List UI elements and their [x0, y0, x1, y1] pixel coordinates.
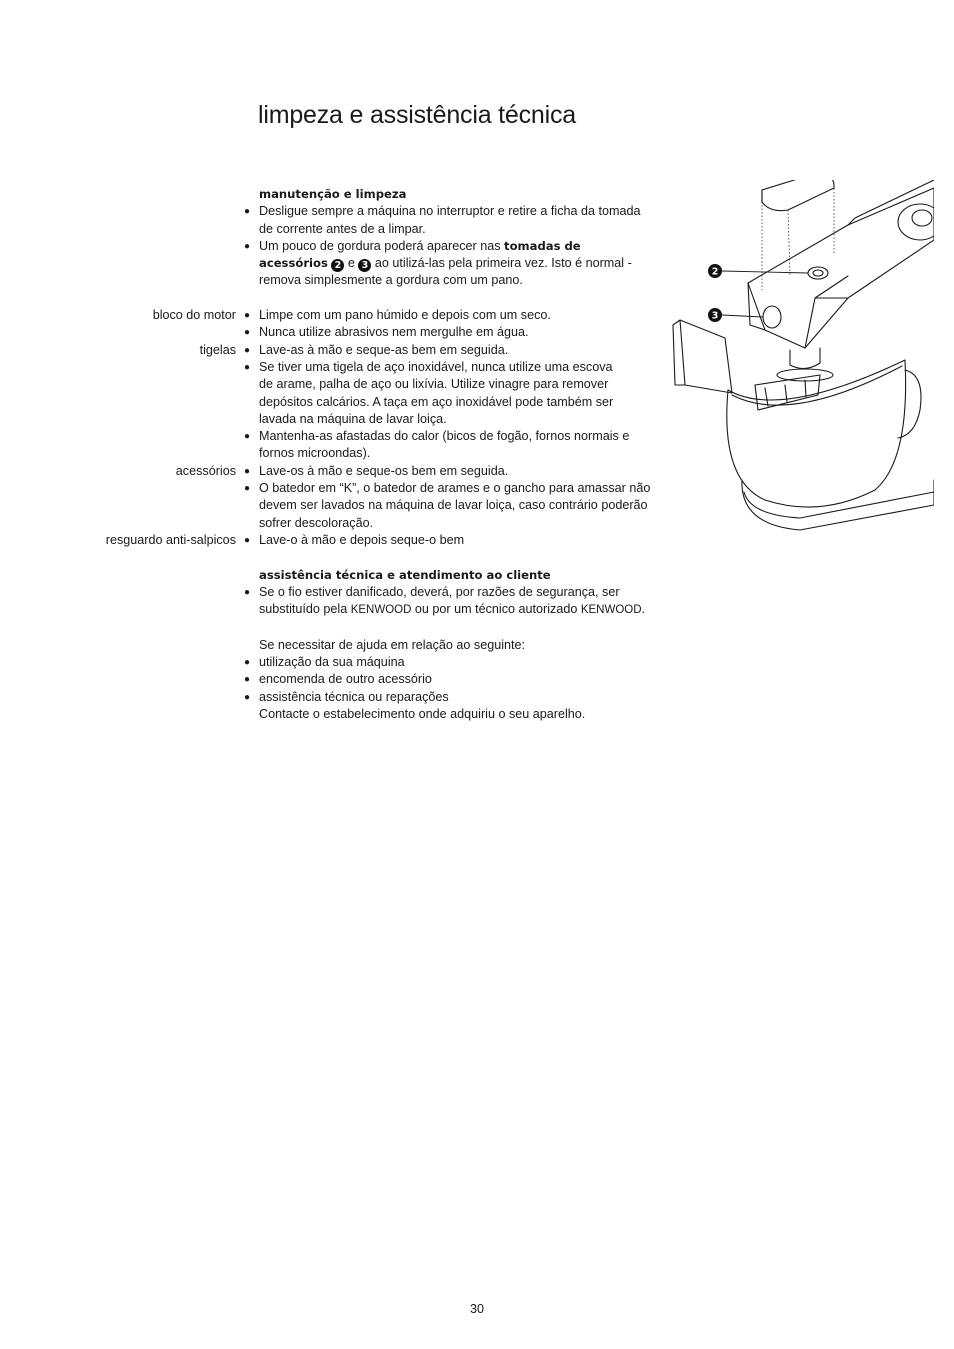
- list-item: ● Se o fio estiver danificado, deverá, por razões de segurança, ser substituído pela KENWOOD ou por um técnico autorizado KENWOOD.: [244, 584, 646, 617]
- bullet: ●: [244, 674, 251, 686]
- callout-number-3: 3: [358, 259, 371, 272]
- mixer-illustration: [670, 180, 934, 540]
- section-heading-service: assistência técnica e atendimento ao cliente: [259, 567, 551, 582]
- list-item: ● utilização da sua máquina: [0, 654, 690, 671]
- list-item: tigelas ● Lave-as à mão e seque-as bem em seguida.: [0, 342, 690, 359]
- callout-2: [708, 264, 722, 278]
- svg-text:3: 3: [711, 310, 719, 322]
- bullet: ●: [244, 534, 251, 546]
- list-item: ● encomenda de outro acessório: [0, 671, 690, 688]
- contact-line: Contacte o estabelecimento onde adquiriu o seu aparelho.: [259, 706, 586, 721]
- outlet-medium-speed: [763, 306, 781, 328]
- list-item: ● Nunca utilize abrasivos nem mergulhe em água.: [0, 324, 690, 341]
- svg-text:2: 2: [711, 266, 719, 278]
- help-intro: Se necessitar de ajuda em relação ao seguinte:: [259, 637, 526, 652]
- bullet: ●: [244, 361, 251, 373]
- bullet: ●: [244, 483, 251, 495]
- mixer-head: [748, 188, 934, 348]
- bullet: ●: [244, 240, 251, 252]
- bullet: ●: [244, 657, 251, 669]
- bullet: ●: [244, 344, 251, 356]
- list-item: ● assistência técnica ou reparações: [0, 689, 690, 706]
- side-label-accessories: acessórios: [175, 463, 236, 478]
- brand-name: KENWOOD: [580, 604, 642, 617]
- section-heading-maintenance: manutenção e limpeza: [259, 187, 407, 201]
- list-item: ● Mantenha-as afastadas do calor (bicos de fogão, fornos normais e fornos microondas).: [244, 429, 630, 461]
- outlet-high-speed: [808, 267, 828, 279]
- mixer-base: [742, 480, 934, 530]
- list-item: resguardo anti-salpicos ● Lave-o à mão e depois seque-o bem: [0, 532, 690, 549]
- brand-name: KENWOOD: [350, 604, 412, 617]
- side-label-splash-guard: resguardo anti-salpicos: [105, 532, 236, 547]
- bullet: ●: [244, 310, 251, 322]
- side-label-bowls: tigelas: [199, 342, 236, 357]
- bullet: ●: [244, 691, 251, 703]
- bullet: ●: [244, 465, 251, 477]
- callout-3: [708, 308, 722, 322]
- callout-number-2: 2: [331, 259, 344, 272]
- main-content: [0, 186, 690, 723]
- bullet: ●: [244, 327, 251, 339]
- page-number: 30: [469, 1302, 484, 1316]
- bullet: ●: [244, 586, 251, 598]
- outlet-cover-side: [680, 320, 732, 393]
- list-item: ● Se tiver uma tigela de aço inoxidável, nunca utilize uma escova de arame, palha de aço ou lixívia. Utilize vinagre para remover depósitos calcários. A taça em aço inoxidável pode também ser lavada na máquina de lavar loiça.: [244, 359, 614, 426]
- outlet-cover-top: [762, 180, 834, 211]
- bullet: ●: [244, 206, 251, 218]
- mixer-bowl: [727, 360, 906, 507]
- list-item: acessórios ● Lave-os à mão e seque-os bem em seguida.: [0, 463, 690, 480]
- side-label-motor: bloco do motor: [152, 308, 236, 323]
- page-title: limpeza e assistência técnica: [258, 100, 576, 129]
- list-item: ● Desligue sempre a máquina no interruptor e retire a ficha da tomada de corrente antes de a limpar.: [244, 204, 641, 236]
- list-item: ● O batedor em “K”, o batedor de arames e o gancho para amassar não devem ser lavados na máquina de lavar loiça, caso contrário poderão sofrer descoloração.: [244, 481, 651, 530]
- bullet: ●: [244, 431, 251, 443]
- list-item: bloco do motor ● Limpe com um pano húmido e depois com um seco.: [0, 307, 690, 324]
- list-item: ● Um pouco de gordura poderá aparecer nas tomadas de acessórios 2 e 3 ao utilizá-las pela primeira vez. Isto é normal - remova simplesmente a gordura com um pano.: [244, 238, 632, 288]
